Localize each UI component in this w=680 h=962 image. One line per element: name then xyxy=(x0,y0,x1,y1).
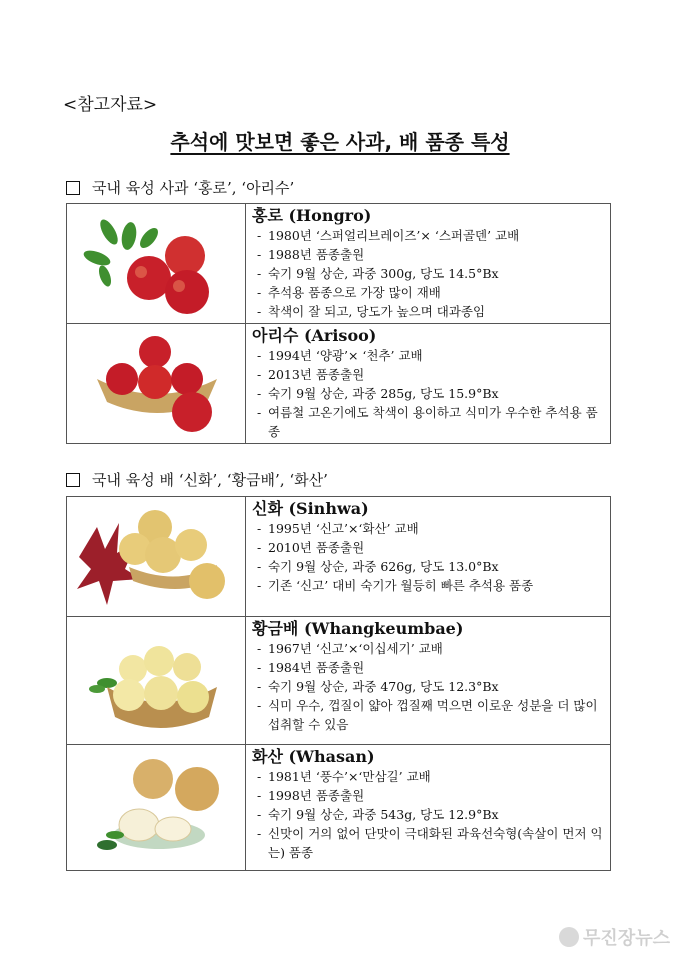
sinhwa-description xyxy=(246,497,611,617)
list-item: - 착색이 잘 되고, 당도가 높으며 대과종임 xyxy=(252,302,604,321)
variety-name: 홍로 (Hongro) xyxy=(252,206,372,225)
table-row xyxy=(67,745,611,871)
reference-label: <참고자료> xyxy=(63,95,158,115)
pear-section-heading: 국내 육성 배 ‘신화’, ‘황금배’, ‘화산’ xyxy=(66,469,328,490)
watermark-logo-icon xyxy=(559,927,579,947)
variety-name: 신화 (Sinhwa) xyxy=(252,499,369,518)
whangkeumbae-pear-image xyxy=(67,617,246,745)
variety-name: 화산 (Whasan) xyxy=(252,747,375,766)
list-item: - 여름철 고온기에도 착색이 용이하고 식미가 우수한 추석용 품종 xyxy=(252,403,604,441)
list-item: - 신맛이 거의 없어 단맛이 극대화된 과육선숙형(속살이 먼저 익는) 품종 xyxy=(252,824,604,862)
list-item: - 1995년 ‘신고’×‘화산’ 교배 xyxy=(252,519,604,538)
pear-variety-table xyxy=(66,496,611,871)
hongro-apple-image xyxy=(67,204,246,324)
arisoo-description xyxy=(246,324,611,444)
sinhwa-pear-image xyxy=(67,497,246,617)
list-item: - 숙기 9월 상순, 과중 285g, 당도 15.9°Bx xyxy=(252,384,604,403)
variety-name: 황금배 (Whangkeumbae) xyxy=(252,619,464,638)
table-row xyxy=(67,324,611,444)
list-item: - 기존 ‘신고’ 대비 숙기가 월등히 빠른 추석용 품종 xyxy=(252,576,604,595)
variety-name: 아리수 (Arisoo) xyxy=(252,326,377,345)
hongro-description xyxy=(246,204,611,324)
list-item: - 2013년 품종출원 xyxy=(252,365,604,384)
table-row xyxy=(67,204,611,324)
list-item: - 숙기 9월 상순, 과중 470g, 당도 12.3°Bx xyxy=(252,677,604,696)
list-item: - 1994년 ‘양광’× ‘천추’ 교배 xyxy=(252,346,604,365)
list-item: - 식미 우수, 껍질이 얇아 껍질째 먹으면 이로운 성분을 더 많이 섭취할 수 있음 xyxy=(252,696,604,734)
watermark: 무진장뉴스 xyxy=(559,924,670,950)
list-item: - 1967년 ‘신고’×‘이십세기’ 교배 xyxy=(252,639,604,658)
apple-section-heading: 국내 육성 사과 ‘홍로’, ‘아리수’ xyxy=(66,177,294,198)
list-item: - 숙기 9월 상순, 과중 626g, 당도 13.0°Bx xyxy=(252,557,604,576)
list-item: - 추석용 품종으로 가장 많이 재배 xyxy=(252,283,604,302)
whasan-pear-image xyxy=(67,745,246,871)
list-item: - 숙기 9월 상순, 과중 300g, 당도 14.5°Bx xyxy=(252,264,604,283)
table-row xyxy=(67,497,611,617)
list-item: - 1998년 품종출원 xyxy=(252,786,604,805)
whangkeumbae-description xyxy=(246,617,611,745)
arisoo-apple-image xyxy=(67,324,246,444)
list-item: - 1980년 ‘스퍼얼리브레이즈’× ‘스퍼골덴’ 교배 xyxy=(252,226,604,245)
whasan-description xyxy=(246,745,611,871)
list-item: - 숙기 9월 상순, 과중 543g, 당도 12.9°Bx xyxy=(252,805,604,824)
checkbox-square-icon xyxy=(66,181,80,195)
list-item: - 1988년 품종출원 xyxy=(252,245,604,264)
page-title: 추석에 맛보면 좋은 사과, 배 품종 특성 xyxy=(170,130,510,154)
list-item: - 1984년 품종출원 xyxy=(252,658,604,677)
apple-variety-table xyxy=(66,203,611,444)
list-item: - 1981년 ‘풍수’×‘만삼길’ 교배 xyxy=(252,767,604,786)
table-row xyxy=(67,617,611,745)
list-item: - 2010년 품종출원 xyxy=(252,538,604,557)
checkbox-square-icon xyxy=(66,473,80,487)
